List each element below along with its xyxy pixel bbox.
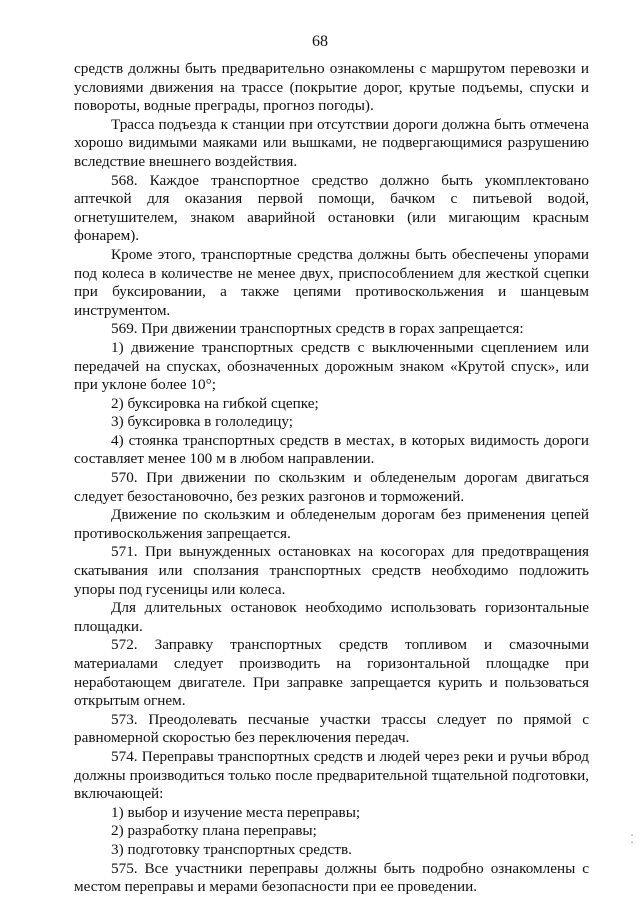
paragraph-574: 574. Переправы транспортных средств и людей через реки и ручьи вброд должны производиться только после предварительной тщательной подготовки, включающей: [74,747,589,803]
list-item-574-3: 3) подготовку транспортных средств. [111,840,352,858]
page-body [74,60,589,897]
list-item-574-1: 1) выбор и изучение места переправы; [111,803,361,821]
paragraph-570-extra: Движение по скользким и обледенелым дорогам без применения цепей противоскольжения запрещается. [74,506,589,542]
list-item-569-1: 1) движение транспортных средств с выключенными сцеплением или передачей на спусках, обозначенных дорожным знаком «Крутой спуск», или при уклоне более 10°; [74,338,589,394]
paragraph-access-route: Трасса подъезда к станции при отсутствии дороги должна быть отмечена хорошо видимыми маяками или вышками, не подвергающимися разрушению вследствие внешнего воздействия. [74,115,589,170]
paragraph-569: 569. При движении транспортных средств в горах запрещается: [111,320,524,338]
page-number: 68 [312,33,328,50]
paragraph-568-extra: Кроме этого, транспортные средства должны быть обеспечены упорами под колеса в количестве не менее двух, приспособлением для жесткой сцепки при буксировании, а также цепями противоскольжения и шанцевым инструментом. [74,245,589,319]
list-item-569-3: 3) буксировка в гололедицу; [111,413,294,431]
paragraph-continuation: средств должны быть предварительно ознакомлены с маршрутом перевозки и условиями движения на трассе (покрытие дорог, крутые подъемы, спуски и повороты, водные преграды, прогноз погоды). [74,60,589,115]
paragraph-568: 568. Каждое транспортное средство должно быть укомплектовано аптечкой для оказания первой помощи, бачком с питьевой водой, огнетушителем, знаком аварийной остановки (или мигающим красным фонарем). [74,171,589,245]
paragraph-572: 572. Заправку транспортных средств топливом и смазочными материалами следует производить на горизонтальной площадке при неработающем двигателе. При заправке запрещается курить и пользоваться открытым огнем. [74,636,589,710]
paragraph-575: 575. Все участники переправы должны быть подробно ознакомлены с местом переправы и мерами безопасности при ее проведении. [74,859,589,896]
paragraph-571-extra: Для длительных остановок необходимо использовать горизонтальные площадки. [74,599,589,635]
list-item-569-2: 2) буксировка на гибкой сцепке; [111,394,319,412]
scan-edge-mark: ⁚ [630,832,634,846]
list-item-569-4: 4) стоянка транспортных средств в местах, в которых видимость дороги составляет менее 100 м в любом направлении. [74,431,589,468]
paragraph-573: 573. Преодолевать песчаные участки трассы следует по прямой с равномерной скоростью без переключения передач. [74,710,589,747]
paragraph-571: 571. При вынужденных остановках на косогорах для предотвращения скатывания или сползания транспортных средств необходимо подложить упоры под гусеницы или колеса. [74,543,589,598]
paragraph-570: 570. При движении по скользким и обледенелым дорогам двигаться следует безостановочно, без резких разгонов и торможений. [74,469,589,505]
list-item-574-2: 2) разработку плана переправы; [111,822,317,840]
